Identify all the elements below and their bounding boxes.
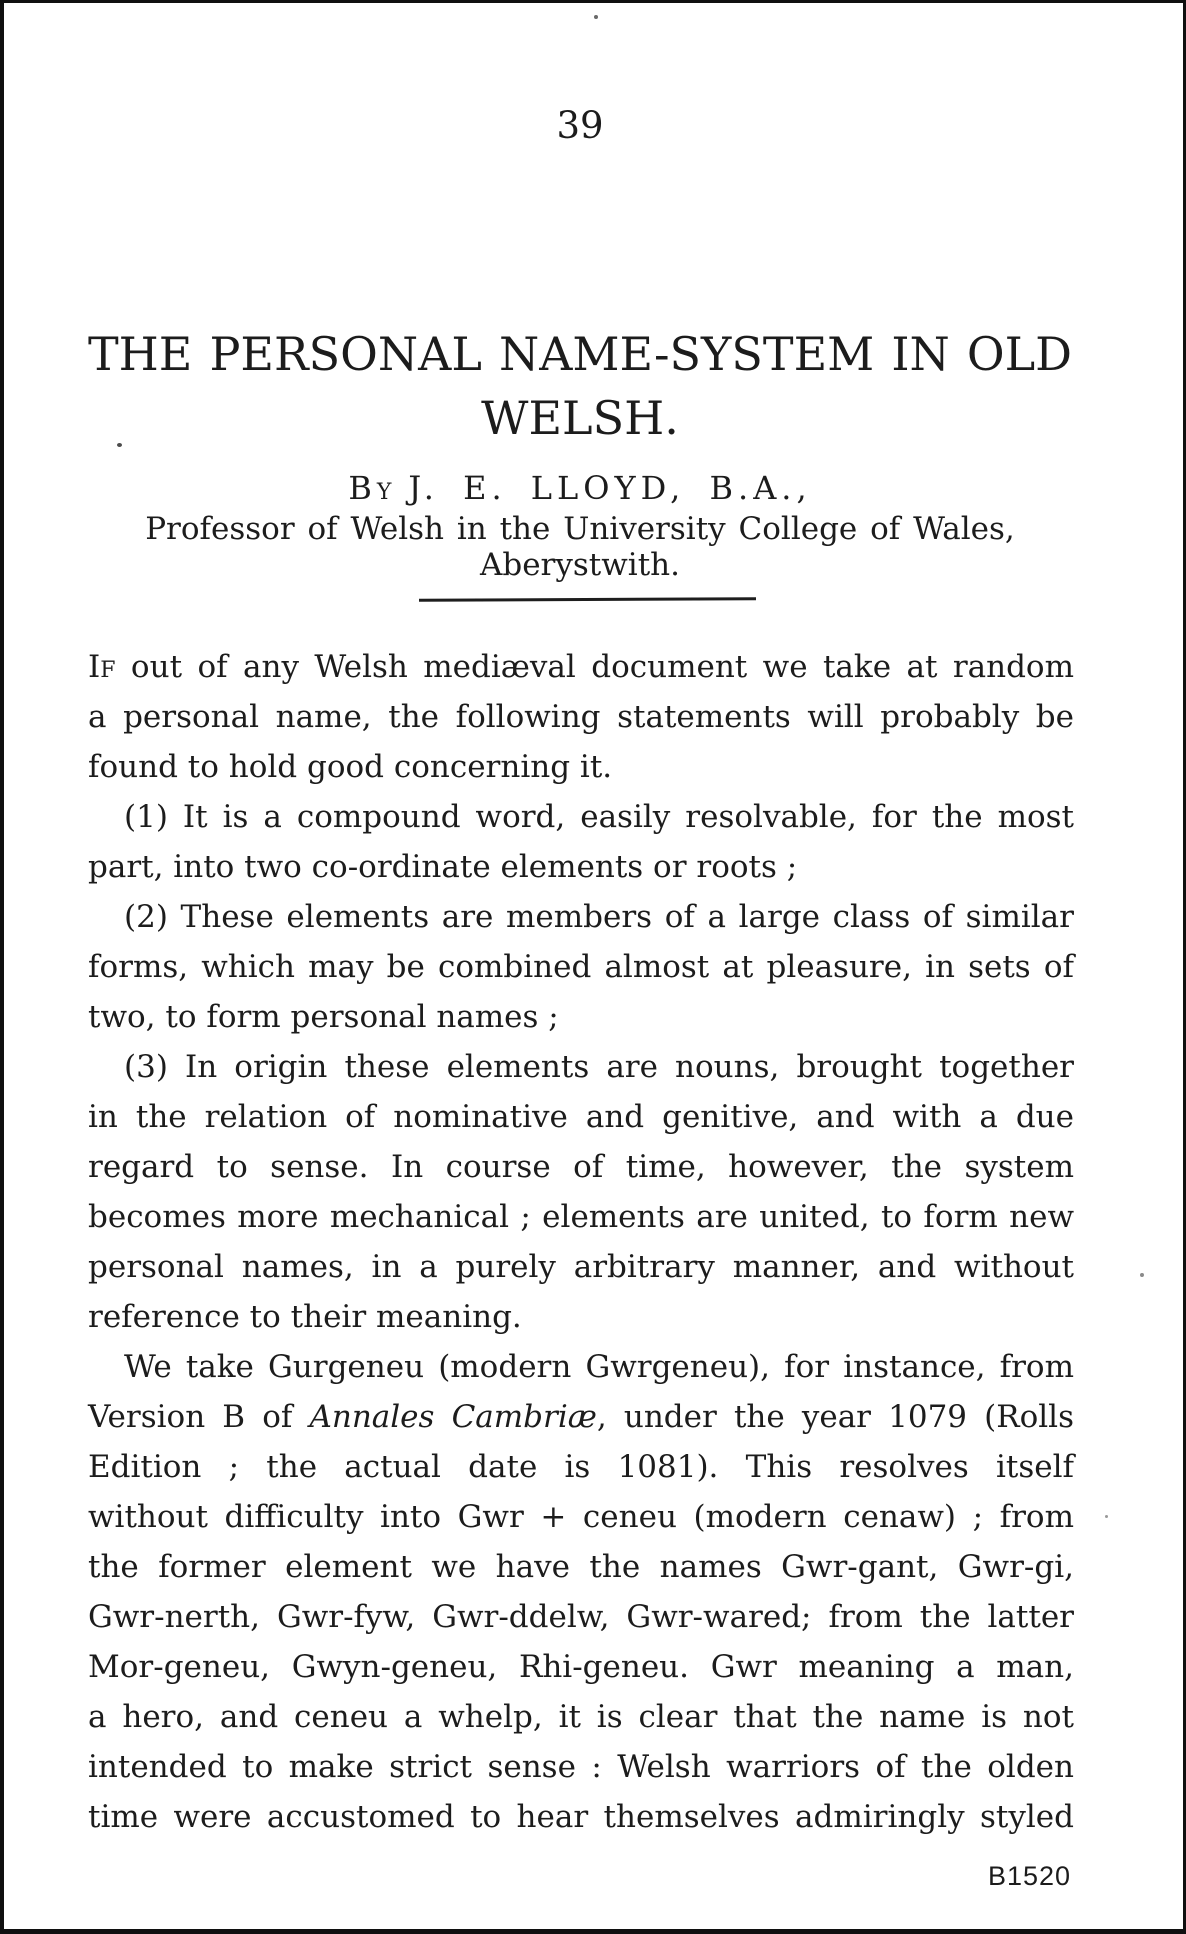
- paragraph: [88, 792, 1074, 892]
- text-segment: If: [88, 649, 116, 685]
- text-line: [88, 1392, 1074, 1442]
- text-line: [88, 1042, 1074, 1092]
- text-line: [88, 992, 1074, 1042]
- text-segment: Version B of: [88, 1399, 310, 1435]
- text-line: [88, 1442, 1074, 1492]
- byline-by: By: [348, 469, 397, 507]
- byline-author-name: J. E. LLOYD, B.A.,: [408, 469, 812, 507]
- text-segment: (1) It is a compound word, easily resolvable, for the most: [124, 799, 1074, 835]
- text-segment: regard to sense. In course of time, however, the system: [88, 1149, 1074, 1185]
- text-segment: becomes more mechanical ; elements are united, to form new: [88, 1199, 1074, 1235]
- text-segment: out of any Welsh mediæval document we take at random: [115, 649, 1074, 685]
- text-segment: Mor-geneu, Gwyn-geneu, Rhi-geneu. Gwr meaning a man,: [88, 1649, 1074, 1685]
- body-text: [88, 642, 1074, 1842]
- text-segment: (3) In origin these elements are nouns, brought together: [124, 1049, 1074, 1085]
- text-segment: Gwr-nerth, Gwr-fyw, Gwr-ddelw, Gwr-wared; from the latter: [88, 1599, 1074, 1635]
- author-affiliation: Professor of Welsh in the University College of Wales, Aberystwith.: [145, 511, 1015, 583]
- text-segment: the former element we have the names Gwr-gant, Gwr-gi,: [88, 1549, 1074, 1585]
- text-segment: in the relation of nominative and genitive, and with a due: [88, 1099, 1074, 1135]
- text-line: [88, 1092, 1074, 1142]
- text-segment: Annales Cambriæ: [309, 1399, 597, 1435]
- text-segment: Edition ; the actual date is 1081). This resolves itself: [88, 1449, 1074, 1485]
- text-line: [88, 1542, 1074, 1592]
- text-line: [88, 1792, 1074, 1842]
- text-line: [88, 1342, 1074, 1392]
- scan-speck: [594, 15, 598, 19]
- footer-mark: B1520: [988, 1861, 1072, 1891]
- text-segment: intended to make strict sense : Welsh warriors of the olden: [88, 1749, 1074, 1785]
- text-segment: a hero, and ceneu a whelp, it is clear that the name is not: [88, 1699, 1074, 1735]
- text-line: [88, 1592, 1074, 1642]
- text-segment: part, into two co-ordinate elements or roots ;: [88, 849, 798, 885]
- byline: [88, 469, 1072, 507]
- text-segment: (2) These elements are members of a large class of similar: [124, 899, 1074, 935]
- text-line: [88, 1692, 1074, 1742]
- text-line: [88, 1142, 1074, 1192]
- text-segment: two, to form personal names ;: [88, 999, 559, 1035]
- text-segment: We take Gurgeneu (modern Gwrgeneu), for instance, from: [124, 1349, 1074, 1385]
- text-line: [88, 1192, 1074, 1242]
- text-line: [88, 1642, 1074, 1692]
- article-title-line1: THE PERSONAL NAME-SYSTEM IN OLD: [88, 327, 1072, 381]
- text-line: [88, 892, 1074, 942]
- text-line: [88, 692, 1074, 742]
- text-segment: personal names, in a purely arbitrary manner, and without: [88, 1249, 1074, 1285]
- text-segment: time were accustomed to hear themselves admiringly styled: [88, 1799, 1074, 1835]
- text-segment: forms, which may be combined almost at pleasure, in sets of: [88, 949, 1074, 985]
- text-line: [88, 942, 1074, 992]
- text-segment: without difficulty into Gwr + ceneu (modern cenaw) ; from: [88, 1499, 1074, 1535]
- text-segment: reference to their meaning.: [88, 1299, 522, 1335]
- text-line: [88, 1292, 1074, 1342]
- text-line: [88, 1742, 1074, 1792]
- scan-speck: [1105, 1515, 1108, 1518]
- text-segment: , under the year 1079 (Rolls: [596, 1399, 1074, 1435]
- page-number: 39: [556, 104, 604, 147]
- scan-speck: [1140, 1273, 1144, 1277]
- paragraph: [88, 1342, 1074, 1842]
- text-line: [88, 642, 1074, 692]
- text-line: [88, 1492, 1074, 1542]
- divider-rule: [419, 597, 756, 601]
- text-line: [88, 792, 1074, 842]
- paragraph: [88, 892, 1074, 1042]
- article-title-line2: WELSH.: [481, 391, 679, 445]
- paragraph: [88, 1042, 1074, 1342]
- text-line: [88, 842, 1074, 892]
- paragraph: [88, 642, 1074, 792]
- text-segment: a personal name, the following statements will probably be: [88, 699, 1074, 735]
- text-line: [88, 742, 1074, 792]
- text-segment: found to hold good concerning it.: [88, 749, 613, 785]
- text-line: [88, 1242, 1074, 1292]
